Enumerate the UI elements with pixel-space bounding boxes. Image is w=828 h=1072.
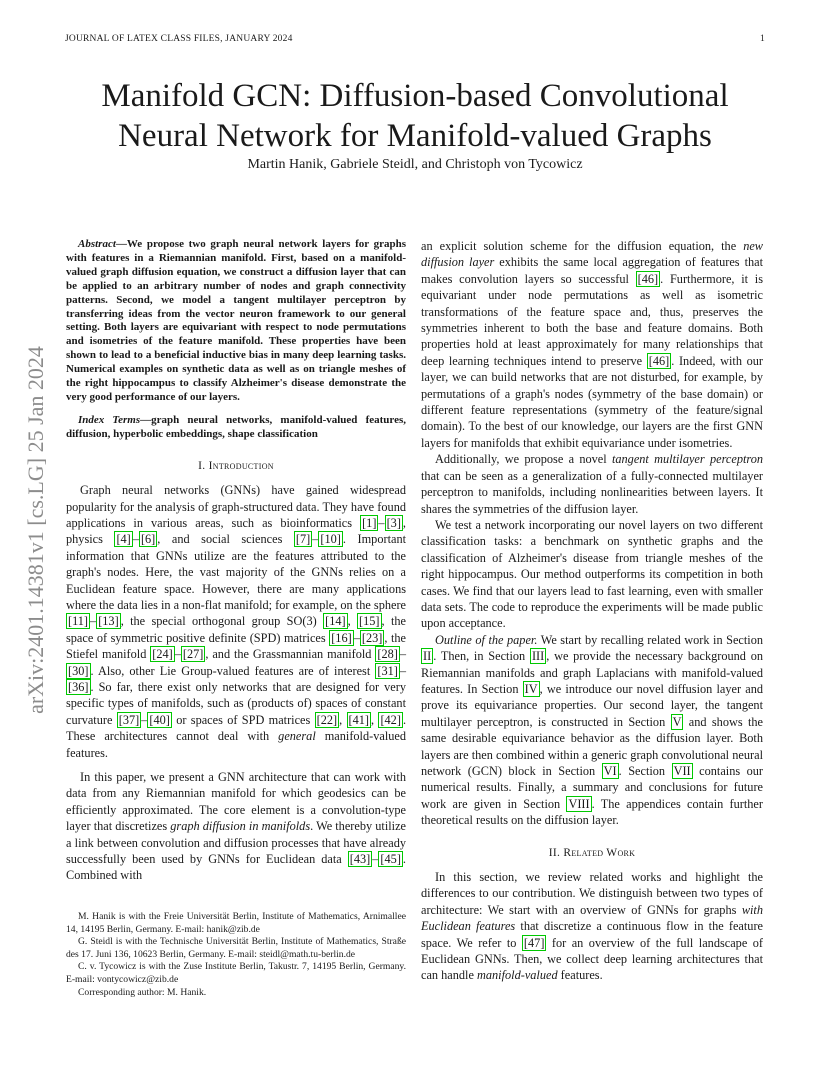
arxiv-sidebar — [6, 300, 66, 760]
citation-link[interactable]: [41] — [348, 712, 370, 727]
section-link[interactable]: III — [531, 649, 545, 664]
section-link[interactable]: V — [672, 714, 682, 729]
page-number: 1 — [760, 34, 765, 44]
intro-paragraph-1: Graph neural networks (GNNs) have gained widespread popularity for the analysis of graph-structured data. They have found applications in various areas, such as bioinformatics [1] – [3] , physics [4] – [6] , and social sciences [7] – [10] . Important information that GNNs utilize are the features attributed to the graph's nodes. Here, the vast majority of the GNNs relies on a Euclidean feature space. However, there are many applications where the data lies in a non-flat manifold; for example, on the sphere [11] – [13] , the special orthogonal group SO(3) [14] , [15] , the space of symmetric positive definite (SPD) matrices [16] – [23] , the Stiefel manifold [24] – [27] , and the Grassmannian manifold [28] –[30] . Also, other Lie Group-valued features are of interest [31] –[36] . So far, there exist only networks that are designed for very specific types of manifolds, such as (products of) spaces of constant curvature [37] – [40] or spaces of SPD matrices [22] , [41] , [42] . These architectures cannot deal with general manifold-valued features. — [66, 483, 407, 760]
author-footnotes — [66, 911, 406, 999]
section-heading-related-work: II. Related Work — [548, 846, 636, 859]
citation-link[interactable]: [4] — [116, 532, 131, 547]
related-work-paragraph: In this section, we review related works and highlight the differences to our contribution. We distinguish between two types of architecture: We start with an overview of GNNs for graphs with Euclidean features that discretize a continuous flow in the feature space. We refer to [47] for an overview of the full landscape of Euclidean GNNs. Then, we collect deep learning architectures that can handle manifold-valued features. — [421, 870, 764, 983]
paper-title — [70, 76, 760, 156]
footnote-hanik: M. Hanik is with the Freie Universität Berlin, Institute of Mathematics, Arnimallee 14, 14195 Berlin, Germany. E-mail: hanik@zib.de — [66, 911, 406, 935]
author-list: Martin Hanik, Gabriele Steidl, and Christoph von Tycowicz — [247, 157, 583, 172]
citation-link[interactable]: [16] — [331, 630, 352, 645]
citation-link[interactable]: [46] — [648, 353, 670, 368]
section-link[interactable]: VII — [673, 764, 691, 778]
citation-link[interactable]: [28] — [377, 647, 398, 662]
left-column — [66, 238, 406, 884]
citation-link[interactable]: [7] — [295, 532, 311, 547]
citation-link[interactable]: [1] — [362, 515, 377, 530]
footnote-steidl: G. Steidl is with the Technische Universität Berlin, Institute of Mathematics, Straße des 17. Juni 136, 10623 Berlin, Germany. E-mail: steidl@math.tu-berlin.de — [66, 936, 406, 960]
citation-link[interactable]: [15] — [359, 614, 380, 629]
right-paragraph-2: Additionally, we propose a novel tangent multilayer perceptron that can be seen as a generalization of a fully-connected multilayer perceptron to manifolds, including nonlinearities between layers. It shares the symmetries of the diffusion layer. — [421, 452, 764, 516]
citation-link[interactable]: [45] — [380, 852, 401, 867]
right-paragraph-1: an explicit solution scheme for the diffusion equation, the new diffusion layer exhibits the same local aggregation of features that makes convolution layers so successful [46] . Furthermore, it is equivariant under node permutations as well as isometric transformations of the feature space and, thus, preserves the symmetries inherent to both the base and feature domains. Both properties hold at least approximately for many relationships that deep learning techniques intend to preserve [46] . Indeed, with our layer, we can build networks that are not disturbed, for example, by permutations of a graph's nodes (symmetry of the base domain) or different feature representations (symmetry of the feature/signal domain). To the best of our knowledge, our layers are the first GNN layers for manifolds that exhibit equivariance under isometries. — [421, 239, 764, 450]
citation-link[interactable]: [23] — [361, 630, 383, 645]
citation-link[interactable]: [30] — [68, 663, 89, 678]
citation-link[interactable]: [31] — [377, 663, 398, 678]
outline-label: Outline of the paper. — [435, 632, 538, 647]
abstract: Abstract—We propose two graph neural network layers for graphs with features in a Riemannian manifold. First, based on a manifold-valued graph diffusion equation, we construct a diffusion layer that can be applied to an arbitrary number of nodes and graph connectivity patterns. Second, we model a tangent multilayer perceptron by transferring ideas from the vector neuron framework to our general setting. Both layers are equivariant with respect to node permutations and isometries of the feature manifold. These properties have been shown to lead to a beneficial inductive bias in many deep learning tasks. Numerical examples on synthetic data as well as on triangle meshes of the right hippocampus to classify Alzheimer's disease demonstrate the very good performance of our layers. — [66, 238, 406, 403]
abstract-text: We propose two graph neural network layers for graphs with features in a Riemannian manifold. First, based on a manifold-valued graph diffusion equation, we construct a diffusion layer that can be applied to an arbitrary number of nodes and graph connectivity patterns. Second, we model a tangent multilayer perceptron by transferring ideas from the vector neuron framework to our general setting. Both layers are equivariant with respect to node permutations and isometries of the feature manifold. These properties have been shown to lead to a beneficial inductive bias in many deep learning tasks. Numerical examples on synthetic data as well as on triangle meshes of the right hippocampus to classify Alzheimer's disease demonstrate the very good performance of our layers. — [66, 238, 406, 403]
outline-paragraph: Outline of the paper. We start by recalling related work in Section II . Then, in Section III , we provide the necessary background on Riemannian manifolds and graph Laplacians with manifold-valued features. In Section IV , we introduce our novel diffusion layer and prove its equivariance properties. Our second layer, the tangent multilayer perceptron, is constructed in Section V and shows the same desirable equivariance behavior as the diffusion layer. Both layers are then combined within a generic graph convolutional neural network (GCN) block in Section VI . Section VII contains our numerical results. Finally, a summary and conclusions for future work are given in Section VIII . The appendices contain further theoretical results on the diffusion layer. — [421, 632, 764, 828]
intro-paragraph-2: In this paper, we present a GNN architecture that can work with data from any Riemannian manifold for which geodesics can be efficiently approximated. The core element is a convolution-type layer that discretizes graph diffusion in manifolds. We thereby utilize a link between convolution and diffusion processes that have already successfully been used by GNNs for Euclidean data [43] – [45] . Combined with — [66, 770, 406, 883]
citation-link[interactable]: [13] — [98, 614, 119, 629]
citation-link[interactable]: [37] — [118, 712, 140, 727]
citation-link[interactable]: [46] — [637, 271, 659, 286]
footnote-tycowicz: C. v. Tycowicz is with the Zuse Institute Berlin, Takustr. 7, 14195 Berlin, Germany. E-mail: vontycowicz@zib.de — [66, 961, 406, 985]
arxiv-identifier[interactable]: arXiv:2401.14381v1 [cs.LG] 25 Jan 2024 — [23, 346, 48, 714]
right-paragraph-3: We test a network incorporating our novel layers on two different classification tasks: a benchmark on synthetic graphs and the classification of Alzheimer's disease from triangle meshes of the right hippocampus. Our method outperforms its competition in both cases. We find that our layers lead to fast learning, even with smaller data sets. The code to reproduce the experiments will be made public upon acceptance. — [421, 517, 763, 631]
citation-link[interactable]: [14] — [325, 614, 346, 629]
right-column — [421, 238, 763, 984]
citation-link[interactable]: [47] — [523, 935, 545, 950]
title-line-2: Neural Network for Manifold-valued Graphs — [118, 118, 712, 154]
citation-link[interactable]: [3] — [386, 515, 401, 530]
index-terms-text: graph neural networks, manifold-valued features, diffusion, hyperbolic embeddings, shape classification — [66, 413, 406, 440]
citation-link[interactable]: [22] — [316, 712, 338, 727]
title-line-1: Manifold GCN: Diffusion-based Convolutional — [101, 78, 729, 114]
section-link[interactable]: II — [423, 649, 432, 664]
section-link[interactable]: VIII — [568, 796, 590, 811]
footnote-corresponding: Corresponding author: M. Hanik. — [78, 986, 207, 998]
citation-link[interactable]: [43] — [349, 852, 371, 867]
citation-link[interactable]: [11] — [68, 614, 89, 629]
citation-link[interactable]: [10] — [320, 532, 341, 547]
citation-link[interactable]: [42] — [380, 712, 401, 727]
index-terms: Index Terms—graph neural networks, manifold-valued features, diffusion, hyperbolic embeddings, shape classification — [66, 413, 406, 440]
index-terms-label: Index Terms — [78, 413, 141, 426]
citation-link[interactable]: [6] — [140, 532, 156, 547]
section-heading-introduction: I. Introduction — [198, 459, 274, 472]
abstract-label: Abstract — [78, 238, 116, 250]
citation-link[interactable]: [27] — [182, 647, 204, 662]
citation-link[interactable]: [24] — [152, 647, 173, 662]
journal-name: JOURNAL OF LATEX CLASS FILES, JANUARY 2024 — [65, 34, 293, 44]
section-link[interactable]: IV — [524, 681, 538, 696]
citation-link[interactable]: [40] — [149, 712, 170, 727]
citation-link[interactable]: [36] — [68, 679, 89, 694]
section-link[interactable]: VI — [603, 764, 617, 778]
